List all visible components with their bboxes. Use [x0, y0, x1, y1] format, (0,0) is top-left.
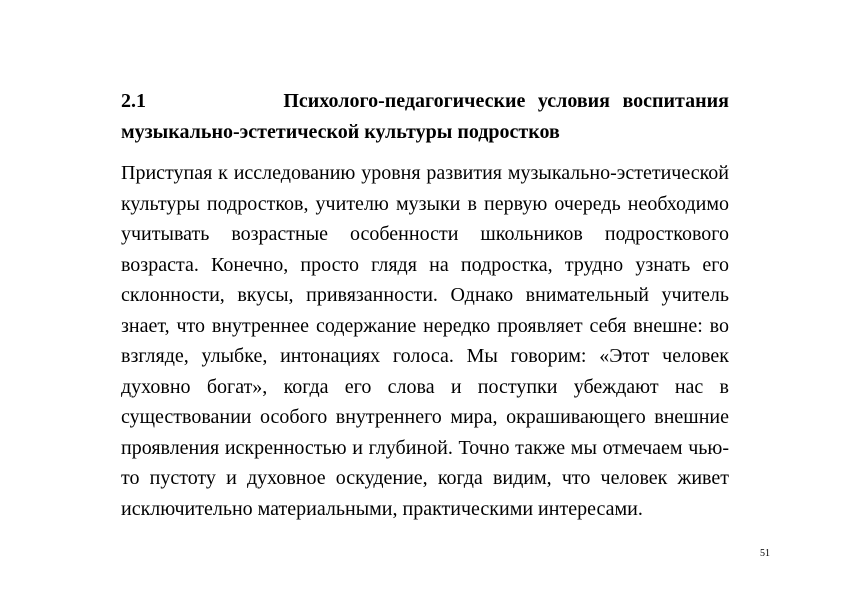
page-number: 51 — [760, 548, 770, 559]
section-title: Психолого-педагогические условия воспитания музыкально-эстетической культуры подростков — [121, 90, 729, 143]
page-content — [121, 86, 729, 524]
section-heading — [121, 86, 729, 148]
body-paragraph: Приступая к исследованию уровня развития музыкально-эстетической культуры подростков, учителю музыки в первую очередь необходимо учитывать возрастные особенности школьников подросткового возраста. Конечно, просто глядя на подростка, трудно узнать его склонности, вкусы, привязанности. Однако внимательный учитель знает, что внутреннее содержание нередко проявляет себя внешне: во взгляде, улыбке, интонациях голоса. Мы говорим: «Этот человек духовно богат», когда его слова и поступки убеждают нас в существовании особого внутреннего мира, окрашивающего внешние проявления искренностью и глубиной. Точно также мы отмечаем чью-то пустоту и духовное оскудение, когда видим, что человек живет исключительно материальными, практическими интересами. — [121, 162, 729, 520]
section-number: 2.1 — [121, 90, 146, 112]
